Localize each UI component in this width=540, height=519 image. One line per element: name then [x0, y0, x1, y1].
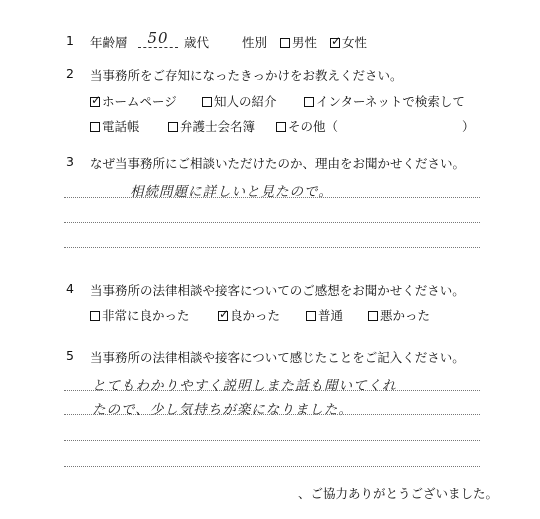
q4-number: 4 — [66, 281, 74, 296]
option-average-label: 普通 — [318, 308, 344, 323]
option-bad-label: 悪かった — [380, 308, 431, 323]
gender-label: 性別 — [242, 35, 268, 50]
q3-question: なぜ当事務所にご相談いただけたのか、理由をお聞かせください。 — [90, 156, 466, 171]
thanks-note: 、ご協力ありがとうございました。 — [298, 486, 499, 501]
gender-option-male[interactable] — [280, 33, 317, 51]
checkbox-male[interactable] — [280, 38, 290, 48]
age-value[interactable]: 50 — [138, 29, 178, 48]
q2-question: 当事務所をご存知になったきっかけをお教えください。 — [90, 68, 403, 83]
answer-line — [64, 247, 480, 248]
age-unit: 歳代 — [184, 35, 210, 50]
q2-option-homepage[interactable] — [90, 92, 177, 110]
option-referral-label: 知人の紹介 — [214, 94, 277, 109]
age-label: 年齢層 — [90, 35, 128, 50]
option-bar-directory-label: 弁護士会名簿 — [180, 119, 256, 134]
checkbox-referral[interactable] — [202, 97, 212, 107]
q5-answer-line2[interactable]: たので、少し気持ちが楽になりました。 — [92, 402, 353, 418]
option-homepage-label: ホームページ — [102, 94, 177, 109]
gender-option-female[interactable] — [330, 33, 367, 51]
answer-line — [64, 466, 480, 467]
q2-option-bar-directory[interactable] — [168, 117, 255, 135]
q2-number: 2 — [66, 66, 74, 81]
checkbox-female[interactable] — [330, 38, 340, 48]
option-good-label: 良かった — [230, 308, 281, 323]
q4-option-good[interactable] — [218, 306, 280, 324]
q5-number: 5 — [66, 348, 74, 363]
checkbox-other[interactable] — [276, 122, 286, 132]
gender-female-label: 女性 — [342, 35, 368, 50]
checkbox-internet[interactable] — [304, 97, 314, 107]
q5-answer-line1[interactable]: とてもわかりやすく説明しまた話も聞いてくれ — [92, 378, 397, 394]
option-internet-label: インターネットで検索して — [316, 94, 465, 109]
checkbox-very-good[interactable] — [90, 311, 100, 321]
q4-question: 当事務所の法律相談や接客についてのご感想をお聞かせください。 — [90, 283, 465, 298]
checkbox-good[interactable] — [218, 311, 228, 321]
q2-option-referral[interactable] — [202, 92, 277, 110]
gender-male-label: 男性 — [292, 35, 318, 50]
q3-answer[interactable]: 相続問題に詳しいと見たので。 — [130, 184, 333, 200]
checkbox-bad[interactable] — [368, 311, 378, 321]
option-phonebook-label: 電話帳 — [102, 119, 140, 134]
q4-option-bad[interactable] — [368, 306, 430, 324]
answer-line — [64, 390, 480, 391]
answer-line — [64, 414, 480, 415]
q1-number: 1 — [66, 33, 74, 48]
q4-option-average[interactable] — [306, 306, 343, 324]
checkbox-phonebook[interactable] — [90, 122, 100, 132]
answer-line — [64, 440, 480, 441]
q2-option-phonebook[interactable] — [90, 117, 140, 135]
q2-option-other[interactable] — [276, 117, 338, 135]
q2-option-internet[interactable] — [304, 92, 465, 110]
answer-line — [64, 222, 480, 223]
answer-line — [64, 197, 480, 198]
checkbox-bar-directory[interactable] — [168, 122, 178, 132]
q4-option-very-good[interactable] — [90, 306, 190, 324]
checkbox-average[interactable] — [306, 311, 316, 321]
other-close-paren: ） — [462, 119, 475, 134]
option-other-label: その他（ — [288, 119, 339, 134]
q5-question: 当事務所の法律相談や接客について感じたことをご記入ください。 — [90, 350, 465, 365]
checkbox-homepage[interactable] — [90, 97, 100, 107]
q3-number: 3 — [66, 154, 74, 169]
option-very-good-label: 非常に良かった — [102, 308, 190, 323]
